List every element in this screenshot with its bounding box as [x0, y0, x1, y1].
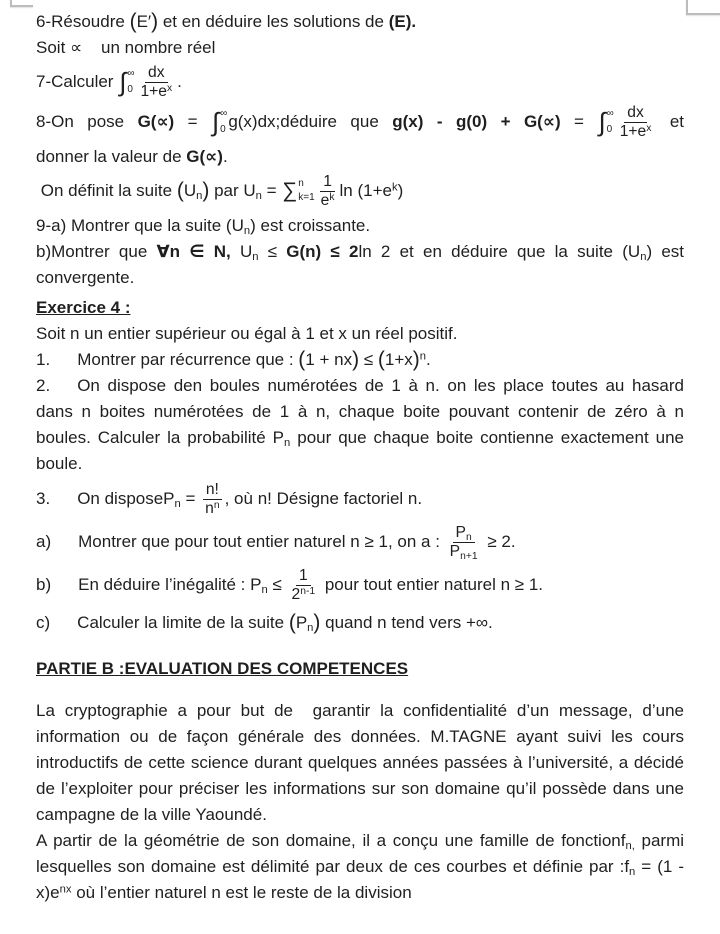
operator-limits: [127, 69, 134, 95]
text-run: ≥ 2.: [482, 531, 516, 551]
text-run: Montrer par récurrence que :: [77, 349, 299, 369]
text-run: 2: [291, 585, 301, 603]
superscript: n: [213, 499, 220, 511]
bold-text-run: g(x) - g(0) + G(∝): [392, 111, 561, 131]
line-q6: [36, 9, 684, 35]
text-run: ≤: [258, 241, 287, 261]
text-run: et en déduire les solutions de: [158, 12, 389, 31]
text-run: = (1 - x)e: [36, 856, 684, 902]
line-q7: [36, 64, 684, 101]
lower-limit: k=1: [298, 192, 315, 204]
text-run: 3.: [36, 488, 51, 508]
subscript: n: [196, 190, 203, 203]
lower-limit: 0: [220, 124, 226, 136]
text-run: dx: [148, 64, 165, 81]
subscript: n: [640, 251, 647, 264]
fraction-denominator: [447, 543, 481, 561]
text-run: =: [261, 180, 282, 200]
text-run: g(x)dx;déduire que: [228, 111, 393, 131]
document-body: [36, 9, 684, 906]
superscript: n: [419, 350, 427, 363]
lower-limit: 0: [127, 84, 133, 96]
text-run: P: [295, 612, 308, 632]
operator-symbol: ∑: [282, 179, 298, 203]
text-run: et: [656, 111, 685, 131]
text-run: 1+x: [384, 349, 413, 369]
fraction-numerator: [145, 64, 168, 83]
operator-symbol: ∫: [119, 67, 127, 98]
text-run: parmi lesquelles son domaine est délimité par deux de ces courbes et définie par :f: [36, 830, 685, 876]
superscript: k: [391, 181, 398, 194]
upper-limit: ∞: [606, 108, 614, 120]
line-donner-valeur: [36, 144, 684, 170]
text-run: On disposeP: [77, 488, 175, 508]
subscript: n: [284, 437, 291, 450]
text-run: où l’entier naturel n est le reste de la division: [71, 882, 412, 902]
text-run: ≤: [267, 574, 287, 594]
text-run: =: [180, 488, 201, 508]
math-paren: (: [377, 347, 385, 371]
heading-exercice-4: [36, 295, 684, 321]
text-run: U: [183, 180, 197, 200]
math-paren: (: [298, 347, 306, 371]
operator-symbol: ∫: [598, 107, 606, 138]
subscript: n: [465, 531, 472, 543]
line-definition-suite: [36, 173, 684, 210]
integral-operator: [119, 67, 135, 98]
bold-text-run: G(∝): [186, 146, 223, 166]
text-run: A partir de la géométrie de son domaine, il a conçu une famille de fonctionf: [36, 830, 626, 850]
text-run: donner la valeur de: [36, 146, 187, 166]
lower-limit: 0: [606, 124, 613, 136]
heading-text: PARTIE B :EVALUATION DES COMPETENCES: [36, 658, 409, 678]
fraction: [137, 64, 175, 101]
subscript: n: [255, 190, 262, 203]
upper-limit: ∞: [220, 108, 228, 120]
fraction-numerator: [296, 567, 311, 586]
text-run: ) est croissante.: [250, 215, 371, 235]
text-run: 8-On pose: [36, 111, 138, 131]
text-run: Montrer que pour tout entier naturel n ≥ 1, on a :: [78, 531, 445, 551]
text-run: .: [177, 71, 182, 91]
fraction-numerator: [453, 524, 475, 543]
line-soit-alpha: [36, 35, 684, 61]
fraction-numerator: [320, 173, 335, 192]
text-run: b)Montrer que: [36, 241, 157, 261]
text-run: En déduire l’inégalité : P: [78, 574, 262, 594]
text-run: 1+e: [619, 122, 647, 140]
item-a: [36, 524, 684, 561]
operator-limits: [607, 109, 614, 135]
math-paren: (: [176, 178, 184, 202]
heading-text: Exercice 4 :: [36, 297, 131, 317]
text-run: e: [320, 191, 330, 209]
text-run: quand n tend vers +∞.: [320, 612, 493, 632]
text-run: 9-a) Montrer que la suite (U: [36, 215, 244, 235]
math-paren: ): [352, 347, 360, 371]
text-run: ): [397, 180, 404, 200]
heading-partie-b: [36, 656, 684, 682]
text-run: P: [449, 542, 461, 560]
text-run: c): [36, 612, 51, 632]
item-3: [36, 481, 684, 518]
integral-operator: [598, 107, 614, 138]
fraction: [202, 481, 222, 518]
text-run: 1: [298, 566, 308, 584]
text-run: ) est convergente.: [36, 241, 685, 287]
text-run: a): [36, 531, 52, 551]
fraction-denominator: [202, 500, 222, 518]
text-run: .: [426, 349, 431, 369]
math-paren: (: [129, 10, 137, 33]
text-run: .: [222, 146, 228, 166]
para-domaine: [36, 828, 684, 906]
fraction-denominator: [318, 192, 338, 210]
item-1: [36, 347, 684, 373]
fraction-numerator: [203, 481, 222, 500]
bold-text-run: ∀n ∈ N,: [156, 241, 231, 261]
subscript: n: [174, 498, 181, 511]
text-run: On définit la suite: [36, 180, 177, 200]
fraction: [318, 173, 338, 210]
para-cryptographie: [36, 698, 684, 828]
subscript: n+1: [460, 550, 478, 562]
text-run: Soit ∝ un nombre réel: [36, 38, 216, 57]
text-run: b): [36, 574, 52, 594]
text-run: 1 + nx: [305, 349, 353, 369]
bold-text-run: (E).: [388, 12, 417, 31]
subscript: n: [252, 251, 259, 264]
math-paren: ): [313, 610, 321, 634]
upper-limit: n: [298, 178, 304, 190]
text-run: pour tout entier naturel n ≥ 1.: [320, 574, 544, 594]
fraction: [617, 104, 655, 141]
math-paren: ): [202, 178, 210, 202]
subscript: n,: [625, 839, 635, 852]
text-run: La cryptographie a pour but de garantir la confidentialité d’un message, d’une information ou de façon générale des données. M.TAGNE ayant suivi les cours introductifs de cette science durant quelques années passées à l’université, a décidé de l’exploiter pour préciser les informations sur son domaine qu’il possède dans une campagne de la ville Yaoundé.: [36, 700, 684, 824]
text-run: pour que chaque boite contienne exactement une boule.: [36, 427, 684, 473]
math-paren: ): [151, 10, 159, 33]
text-run: n!: [205, 480, 219, 498]
fraction-numerator: [624, 104, 647, 123]
math-paren: (: [288, 610, 296, 634]
operator-limits: [298, 179, 314, 203]
bold-text-run: G(n) ≤ 2: [286, 241, 359, 261]
subscript: n: [629, 865, 636, 878]
upper-limit: ∞: [127, 68, 135, 80]
superscript: x: [166, 82, 173, 94]
fraction: [289, 567, 319, 604]
text-run: ln (1+e: [339, 180, 392, 200]
text-run: P: [455, 523, 466, 541]
text-run: dx: [627, 103, 644, 121]
text-run: E′: [136, 12, 152, 31]
fraction-denominator: [617, 123, 655, 141]
text-run: ln 2 et en déduire que la suite (U: [358, 241, 641, 261]
fraction-denominator: [289, 586, 319, 604]
subscript: n: [243, 225, 251, 238]
line-q8: [36, 104, 684, 141]
superscript: x: [646, 122, 652, 134]
operator-limits: [220, 109, 227, 135]
superscript: n-1: [300, 585, 316, 597]
text-run: n: [205, 499, 214, 517]
operator-symbol: ∫: [212, 107, 220, 138]
text-run: U: [230, 241, 253, 261]
sum-operator: [282, 179, 314, 203]
subscript: n: [307, 621, 314, 634]
superscript: k: [329, 191, 335, 203]
text-run: Soit n un entier supérieur ou égal à 1 et x un réel positif.: [36, 323, 458, 343]
text-run: =: [174, 111, 212, 131]
line-soit-n: [36, 321, 684, 347]
math-paren: ): [412, 347, 420, 371]
item-c: [36, 610, 684, 636]
line-q9b: [36, 239, 684, 291]
text-run: On dispose den boules numérotées de 1 à n. on les place toutes au hasard dans n boites numérotées de 1 à n, chaque boite pouvant contenir de zéro à n boules. Calculer la probabilité P: [36, 375, 684, 447]
text-run: , où n! Désigne factoriel n.: [224, 488, 423, 508]
superscript: nx: [59, 883, 72, 896]
bold-text-run: G(∝): [137, 111, 175, 131]
text-run: 1+e: [140, 82, 167, 100]
text-run: 1: [323, 172, 332, 190]
line-q9a: [36, 213, 684, 239]
item-b: [36, 567, 684, 604]
text-run: 2.: [36, 375, 51, 395]
text-run: ≤: [359, 349, 378, 369]
text-run: Calculer la limite de la suite: [77, 612, 289, 632]
text-run: par U: [209, 180, 256, 200]
text-run: =: [560, 111, 598, 131]
subscript: n: [261, 583, 268, 596]
text-run: 1.: [36, 349, 51, 369]
integral-operator: [212, 107, 228, 138]
text-run: 6-Résoudre: [36, 12, 130, 31]
fraction-denominator: [137, 83, 175, 101]
item-2: [36, 373, 684, 477]
text-run: 7-Calculer: [36, 71, 119, 91]
fraction: [447, 524, 481, 561]
